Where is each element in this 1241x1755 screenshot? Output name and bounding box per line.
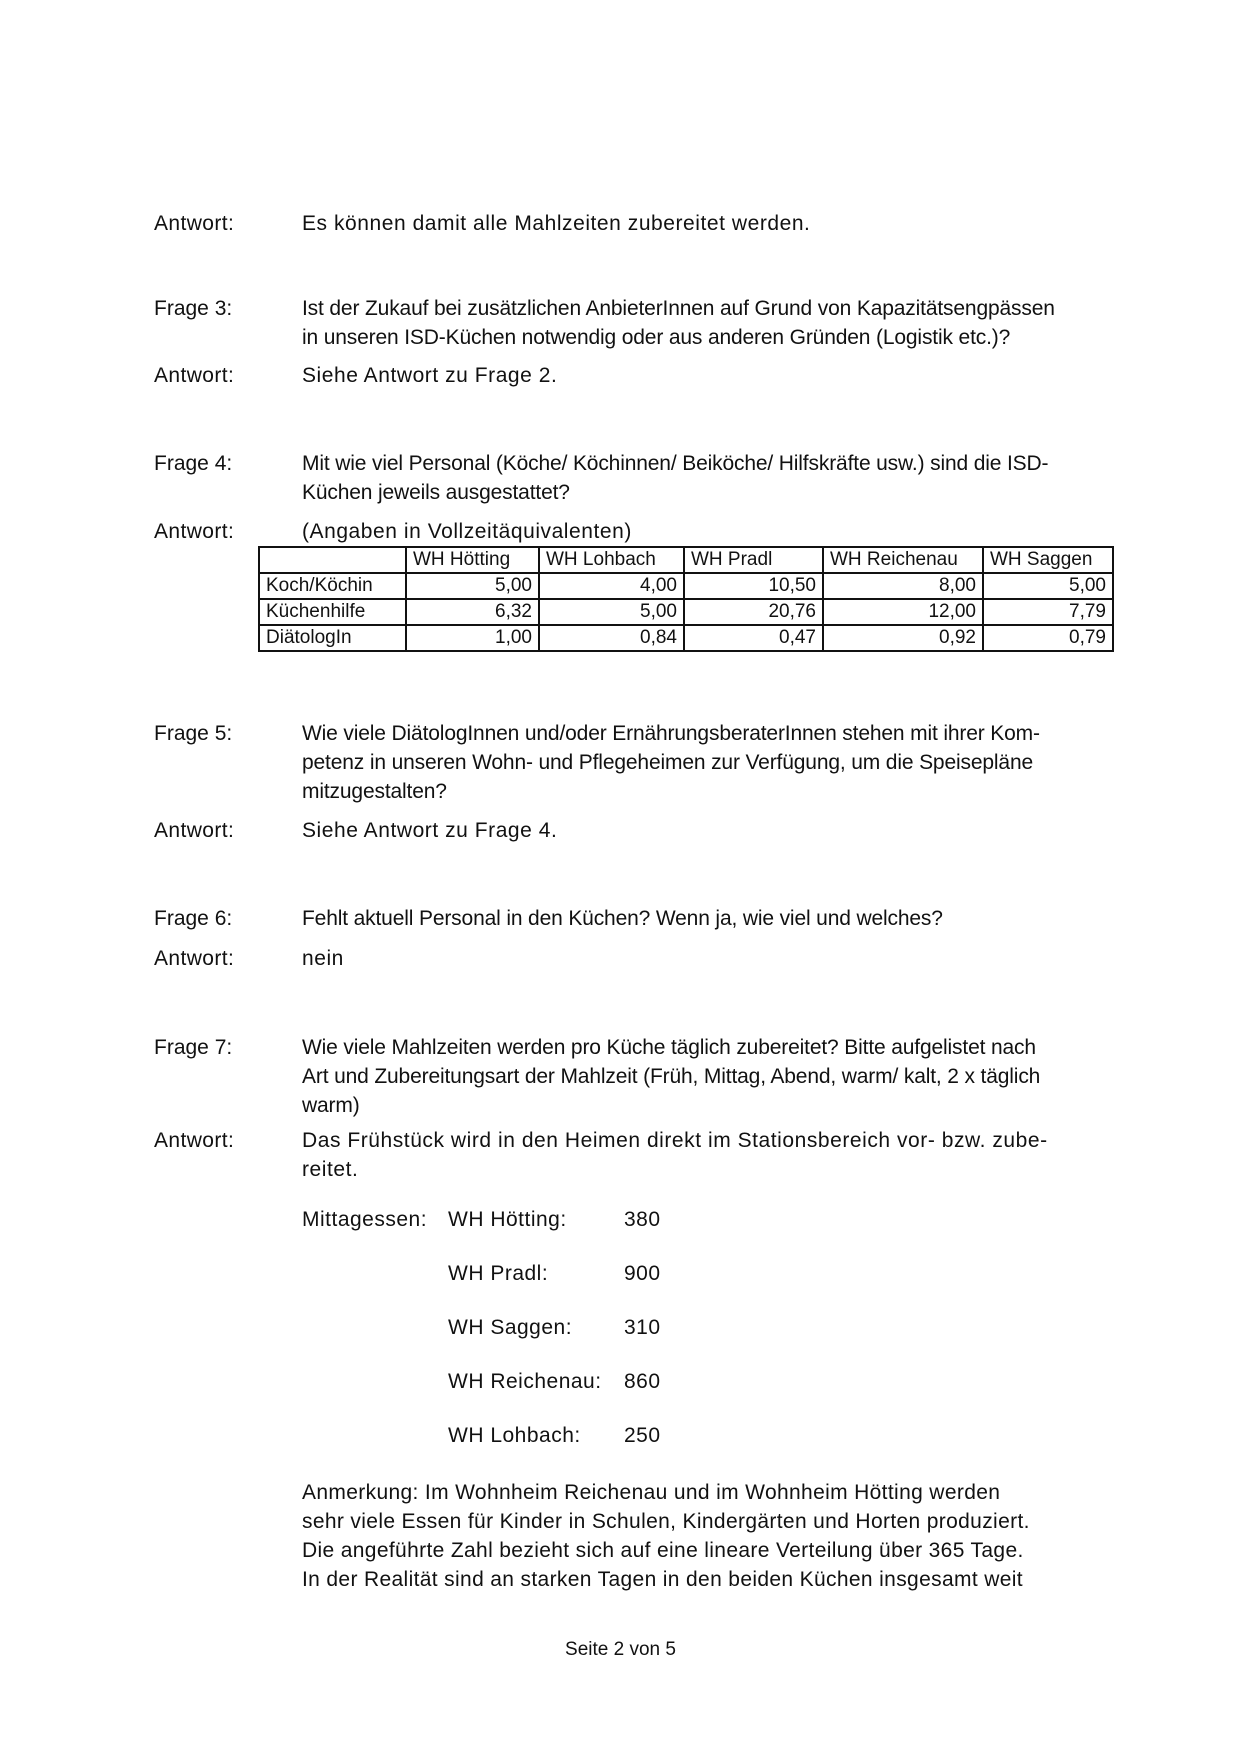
question-5-line: mitzugestalten? (302, 780, 447, 803)
table-row (259, 573, 1113, 599)
question-5-text (302, 719, 1040, 806)
answer-2-label: Antwort: (154, 212, 235, 235)
question-5-line: Wie viele DiätologInnen und/oder ErnährungsberaterInnen stehen mit ihrer Kom- (302, 722, 1040, 745)
meal-kitchen-name: WH Hötting: (448, 1208, 567, 1231)
page-number: Seite 2 von 5 (565, 1639, 676, 1660)
meal-category-label: Mittagessen: (302, 1208, 428, 1231)
question-6-text: Fehlt aktuell Personal in den Küchen? Wenn ja, wie viel und welches? (302, 907, 943, 930)
answer-7-text (302, 1126, 1048, 1184)
table-cell: 6,32 (406, 599, 539, 625)
answer-5-text: Siehe Antwort zu Frage 4. (302, 819, 558, 842)
table-row (259, 599, 1113, 625)
note-paragraph (302, 1478, 1030, 1594)
table-cell: 12,00 (823, 599, 983, 625)
table-header-cell: WH Saggen (983, 547, 1113, 573)
answer-7-line: Das Frühstück wird in den Heimen direkt im Stationsbereich vor- bzw. zube- (302, 1129, 1048, 1152)
question-5-line: petenz in unseren Wohn- und Pflegeheimen zur Verfügung, um die Speisepläne (302, 751, 1034, 774)
table-header-cell: WH Lohbach (539, 547, 684, 573)
answer-6-text: nein (302, 947, 344, 970)
note-line: In der Realität sind an starken Tagen in den beiden Küchen insgesamt weit (302, 1568, 1023, 1591)
answer-4-text: (Angaben in Vollzeitäquivalenten) (302, 520, 632, 543)
meal-count: 860 (624, 1370, 661, 1393)
meal-kitchen-name: WH Reichenau: (448, 1370, 602, 1393)
answer-3-label: Antwort: (154, 364, 235, 387)
answer-7-label: Antwort: (154, 1129, 235, 1152)
meal-count: 250 (624, 1424, 661, 1447)
table-row (259, 625, 1113, 651)
meal-count: 310 (624, 1316, 661, 1339)
table-row-label: DiätologIn (259, 625, 406, 651)
question-4-text (302, 449, 1048, 507)
table-cell: 10,50 (684, 573, 823, 599)
table-row-label: Küchenhilfe (259, 599, 406, 625)
question-5-label: Frage 5: (154, 722, 233, 745)
meal-kitchen-name: WH Pradl: (448, 1262, 549, 1285)
note-line: Die angeführte Zahl bezieht sich auf eine lineare Verteilung über 365 Tage. (302, 1539, 1024, 1562)
table-cell: 0,92 (823, 625, 983, 651)
table-cell: 5,00 (406, 573, 539, 599)
table-header-row (259, 547, 1113, 573)
question-3-line: in unseren ISD-Küchen notwendig oder aus anderen Gründen (Logistik etc.)? (302, 326, 1011, 349)
answer-3-text: Siehe Antwort zu Frage 2. (302, 364, 558, 387)
table-header-cell (259, 547, 406, 573)
question-7-line: warm) (302, 1094, 360, 1117)
question-7-text (302, 1033, 1040, 1120)
table-row-label: Koch/Köchin (259, 573, 406, 599)
meal-kitchen-name: WH Lohbach: (448, 1424, 581, 1447)
question-4-line: Küchen jeweils ausgestattet? (302, 481, 570, 504)
table-cell: 1,00 (406, 625, 539, 651)
question-3-text (302, 294, 1055, 352)
table-cell: 5,00 (983, 573, 1113, 599)
question-7-label: Frage 7: (154, 1036, 233, 1059)
table-cell: 0,84 (539, 625, 684, 651)
staff-table (258, 546, 1114, 652)
table-header-cell: WH Hötting (406, 547, 539, 573)
note-line: sehr viele Essen für Kinder in Schulen, Kindergärten und Horten produziert. (302, 1510, 1030, 1533)
meal-kitchen-name: WH Saggen: (448, 1316, 573, 1339)
answer-5-label: Antwort: (154, 819, 235, 842)
question-7-line: Wie viele Mahlzeiten werden pro Küche täglich zubereitet? Bitte aufgelistet nach (302, 1036, 1036, 1059)
question-4-line: Mit wie viel Personal (Köche/ Köchinnen/ Beiköche/ Hilfskräfte usw.) sind die ISD- (302, 452, 1049, 475)
question-3-label: Frage 3: (154, 297, 233, 320)
table-cell: 0,47 (684, 625, 823, 651)
meal-count: 900 (624, 1262, 661, 1285)
question-6-label: Frage 6: (154, 907, 233, 930)
table-cell: 20,76 (684, 599, 823, 625)
table-header-cell: WH Pradl (684, 547, 823, 573)
question-7-line: Art und Zubereitungsart der Mahlzeit (Früh, Mittag, Abend, warm/ kalt, 2 x täglich (302, 1065, 1041, 1088)
table-cell: 8,00 (823, 573, 983, 599)
note-line: Anmerkung: Im Wohnheim Reichenau und im Wohnheim Hötting werden (302, 1481, 1001, 1504)
answer-4-label: Antwort: (154, 520, 235, 543)
question-3-line: Ist der Zukauf bei zusätzlichen AnbieterInnen auf Grund von Kapazitätsengpässen (302, 297, 1055, 320)
table-cell: 4,00 (539, 573, 684, 599)
meal-count: 380 (624, 1208, 661, 1231)
table-cell: 7,79 (983, 599, 1113, 625)
question-4-label: Frage 4: (154, 452, 233, 475)
table-cell: 0,79 (983, 625, 1113, 651)
table-header-cell: WH Reichenau (823, 547, 983, 573)
answer-7-line: reitet. (302, 1158, 359, 1181)
answer-2-text: Es können damit alle Mahlzeiten zubereitet werden. (302, 212, 811, 235)
answer-6-label: Antwort: (154, 947, 235, 970)
table-cell: 5,00 (539, 599, 684, 625)
